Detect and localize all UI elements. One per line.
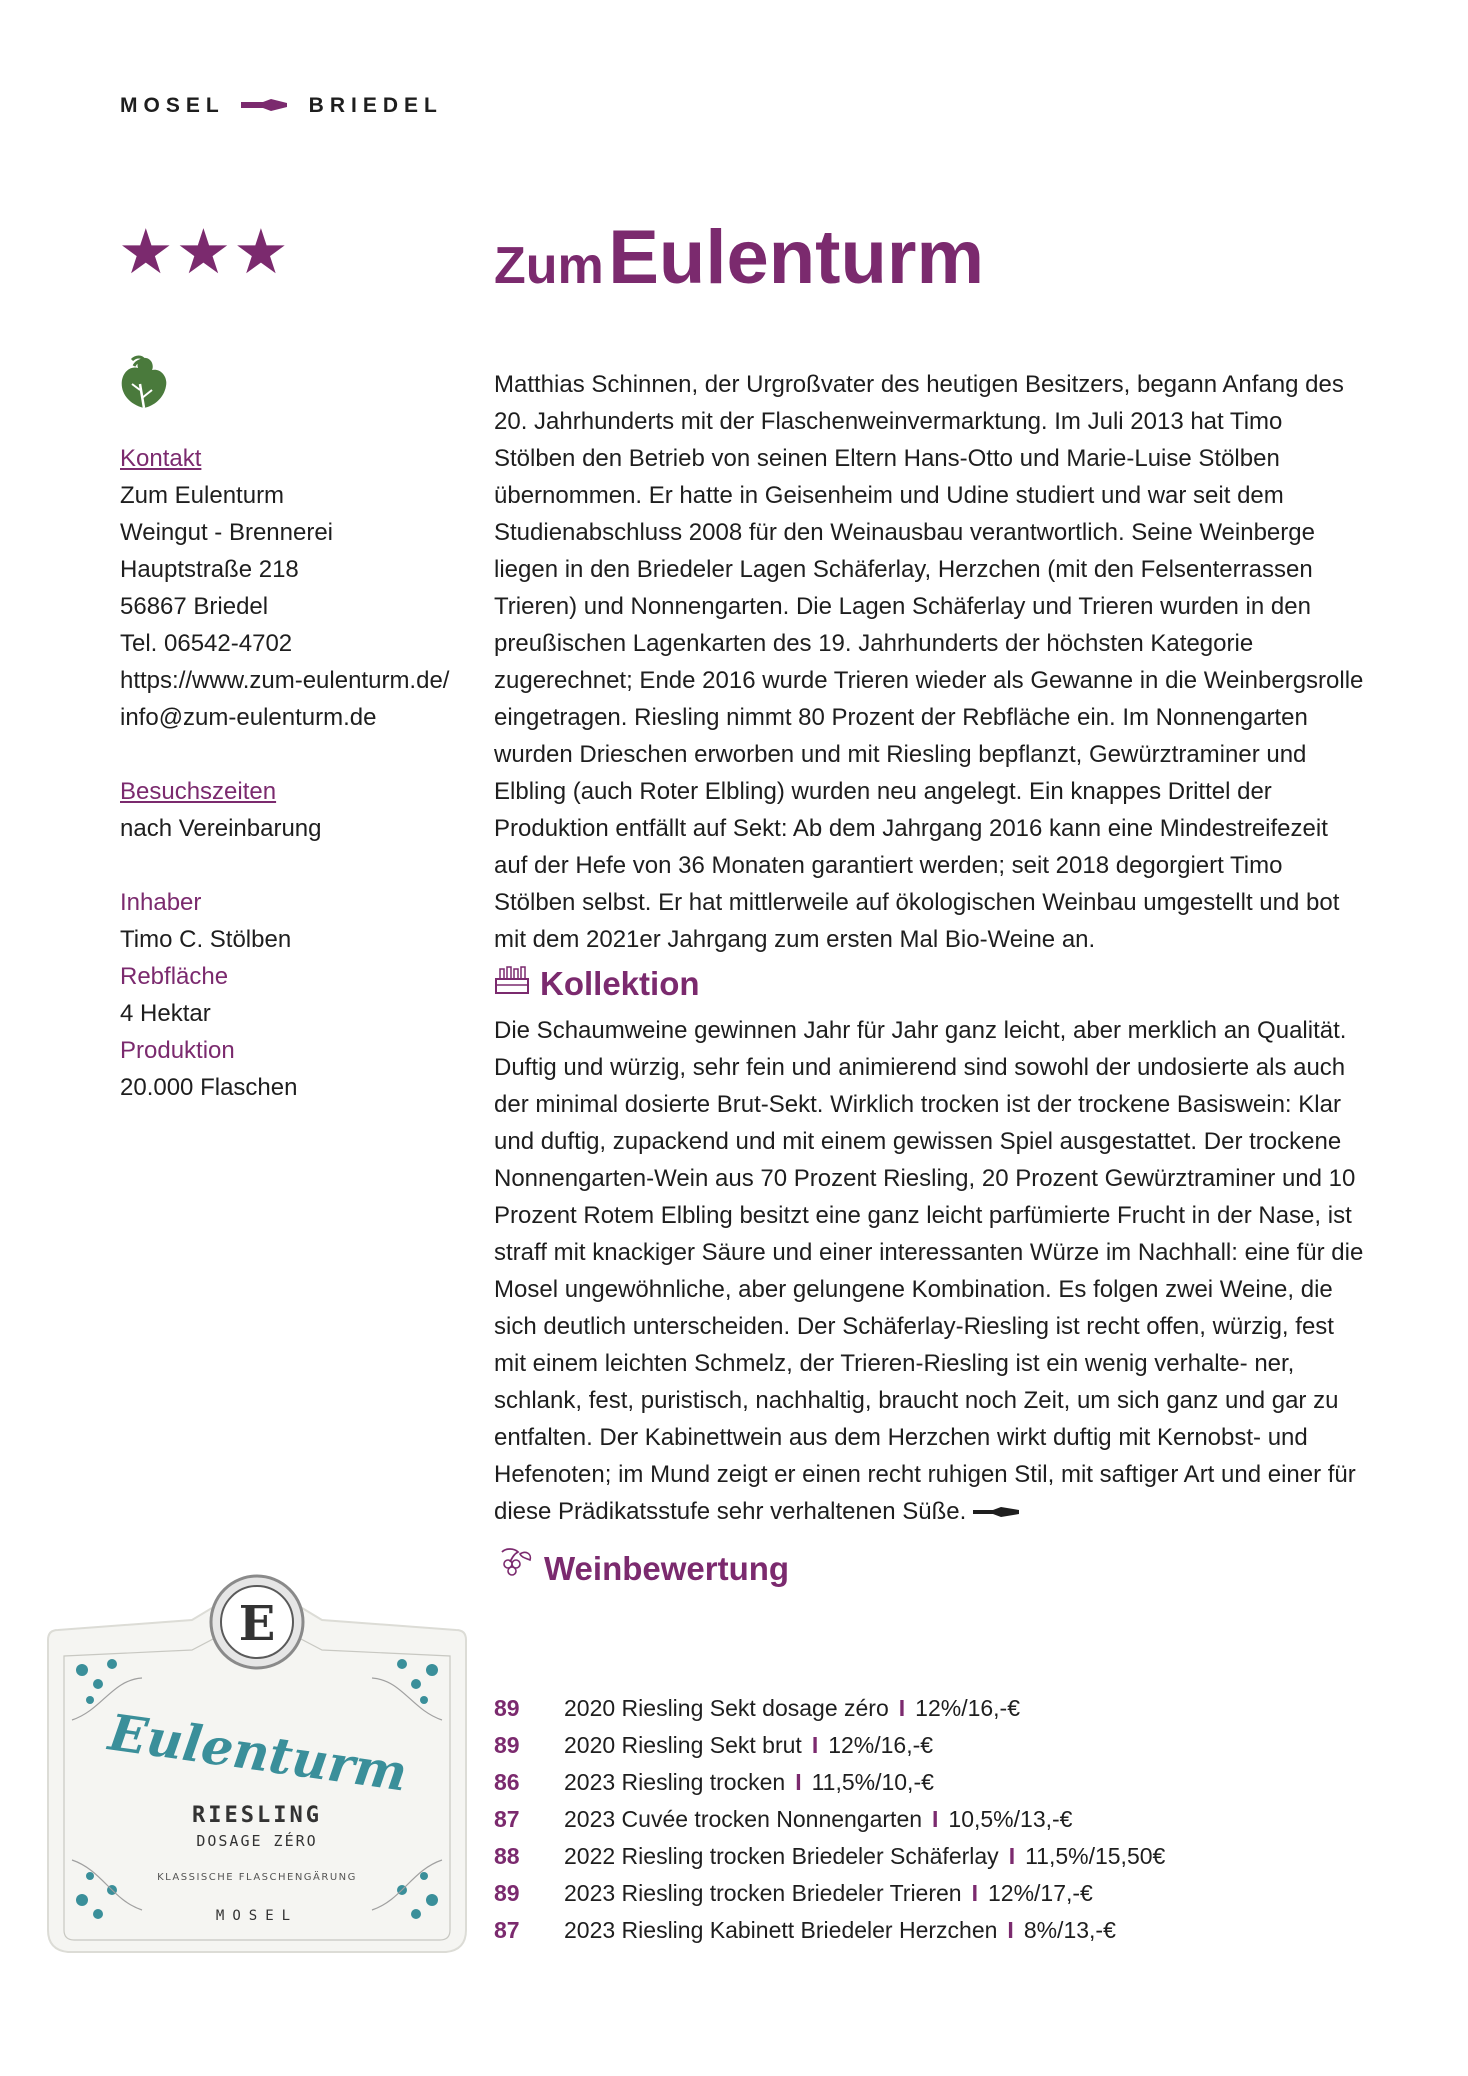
title-prefix: Zum — [494, 237, 604, 295]
kollektion-text: Die Schaumweine gewinnen Jahr für Jahr ganz leicht, aber merklich an Qualität. Duftig und würzig, sehr fein und animierend sind sowohl der undosierte als auch der minimal dosierte Brut-Sekt. Wirklich trocken ist der trockene Basiswein: Klar und duftig, zupackend und mit einem gewissen Spiel ausgestattet. Der trockene Nonnengarten-Wein aus 70 Prozent Riesling, 20 Prozent Gewürztraminer und 10 Prozent Rotem Elbling besitzt eine ganz leicht parfümierte Frucht in der Nase, ist straff mit knackiger Säure und einer interessanten Würze im Nachhall: eine für die Mosel ungewöhnliche, aber gelungene Kombination. Es folgen zwei Weine, die sich deutlich unterscheiden. Der Schäferlay-Riesling ist recht offen, würzig, fest mit einem leichten Schmelz, der Trieren-Riesling ist ein wenig verhalte- ner, schlank, fest, puristisch, nachhaltig, braucht noch Zeit, um sich ganz und gar zu entfalten. Der Kabinettwein aus dem Herzchen wirkt duftig mit Kernobst- und Hefenoten; im Mund zeigt er einen recht ruhigen Stil, mit saftiger Art und einer für diese Prädikatsstufe sehr verhaltenen Süße. — [494, 1017, 1364, 1525]
contact-sidebar — [120, 440, 480, 1106]
breadcrumb-village: BRIEDEL — [308, 94, 443, 117]
label-style: DOSAGE ZÉRO — [196, 1832, 318, 1850]
wine-detail: 12%/16,-€ — [915, 1695, 1021, 1721]
rating-row — [494, 1875, 1165, 1912]
wine-name: 2023 Riesling Kabinett Briedeler Herzchen — [564, 1917, 998, 1943]
weinbewertung-title: Weinbewertung — [544, 1549, 790, 1587]
contact-label: Kontakt — [120, 445, 202, 472]
rating-score: 89 — [494, 1880, 520, 1906]
wine-ratings-list — [494, 1690, 1165, 1949]
rating-row — [494, 1801, 1165, 1838]
contact-line: Tel. 06542-4702 — [120, 630, 293, 657]
wine-detail: 11,5%/10,-€ — [811, 1769, 934, 1795]
label-monogram: E — [238, 1596, 276, 1652]
area-label: Rebfläche — [120, 963, 229, 990]
wine-name: 2023 Cuvée trocken Nonnengarten — [564, 1806, 923, 1832]
label-variety: RIESLING — [192, 1803, 322, 1828]
rating-score: 89 — [494, 1695, 520, 1721]
rating-score: 88 — [494, 1843, 520, 1869]
visit-value: nach Vereinbarung — [120, 815, 322, 842]
contact-line: Zum Eulenturm — [120, 482, 285, 509]
label-region: MOSEL — [215, 1908, 299, 1924]
contact-line: 56867 Briedel — [120, 593, 269, 620]
owner-value: Timo C. Stölben — [120, 926, 292, 953]
website-link[interactable]: https://www.zum-eulenturm.de/ — [120, 667, 450, 694]
visit-label: Besuchszeiten — [120, 778, 277, 805]
main-content — [494, 366, 1364, 1597]
email-link[interactable]: info@zum-eulenturm.de — [120, 704, 377, 731]
separator-bar: I — [795, 1769, 802, 1795]
title-name: Eulenturm — [608, 215, 985, 300]
wine-detail: 8%/13,-€ — [1023, 1917, 1116, 1943]
contact-line: Weingut - Brennerei — [120, 519, 333, 546]
bottle-arrow-icon — [241, 94, 287, 118]
rating-row — [494, 1727, 1165, 1764]
rating-score: 89 — [494, 1732, 520, 1758]
wine-detail: 11,5%/15,50€ — [1025, 1843, 1166, 1869]
kollektion-heading — [494, 962, 1364, 1006]
page-title — [494, 214, 984, 301]
rating-stars: ★★★ — [118, 218, 291, 287]
owner-label: Inhaber — [120, 889, 202, 916]
kollektion-paragraph — [494, 1012, 1364, 1530]
wine-name: 2020 Riesling Sekt brut — [564, 1732, 802, 1758]
separator-bar: I — [811, 1732, 819, 1758]
kollektion-title: Kollektion — [540, 965, 700, 1002]
rating-row — [494, 1764, 1165, 1801]
weinbewertung-heading — [494, 1546, 1364, 1591]
organic-leaf-icon — [118, 354, 170, 417]
wine-detail: 12%/17,-€ — [987, 1880, 1093, 1906]
rating-row — [494, 1690, 1165, 1727]
intro-paragraph: Matthias Schinnen, der Urgroßvater des heutigen Besitzers, begann Anfang des 20. Jahrhunderts mit der Flaschenweinvermarktung. Im Juli 2013 hat Timo Stölben den Betrieb von seinen Eltern Hans-Otto und Marie-Luise Stölben übernommen. Er hatte in Geisenheim und Udine studiert und war seit dem Studienabschluss 2008 für den Weinausbau verantwortlich. Seine Weinberge liegen in den Briedeler Lagen Schäferlay, Herzchen (mit den Felsenterrassen Trieren) und Nonnengarten. Die Lagen Schäferlay und Trieren wurden in den preußischen Lagenkarten des 19. Jahrhunderts der höchsten Kategorie zugerechnet; Ende 2016 wurde Trieren wieder als Gewanne in die Weinbergsrolle eingetragen. Riesling nimmt 80 Prozent der Rebfläche ein. Im Nonnengarten wurden Drieschen erworben und mit Riesling bepflanzt, Gewürztraminer und Elbling (auch Roter Elbling) wurden neu angelegt. Ein knappes Drittel der Produktion entfällt auf Sekt: Ab dem Jahrgang 2016 kann eine Mindestreifezeit auf der Hefe von 36 Monaten garantiert werden; seit 2018 degorgiert Timo Stölben selbst. Er hat mittlerweile auf ökologischen Weinbau umgestellt und bot mit dem 2021er Jahrgang zum ersten Mal Bio-Weine an. — [494, 371, 1364, 953]
label-brand: Eulenturm — [105, 1702, 411, 1803]
rating-score: 86 — [494, 1769, 520, 1795]
wine-label-image — [42, 1560, 472, 1965]
contact-line: Hauptstraße 218 — [120, 556, 299, 583]
rating-score: 87 — [494, 1806, 520, 1832]
grapes-icon — [494, 1546, 534, 1591]
bottle-end-icon — [973, 1498, 1019, 1525]
breadcrumb-region: MOSEL — [120, 94, 225, 117]
label-method: KLASSISCHE FLASCHENGÄRUNG — [157, 1872, 357, 1883]
separator-bar: I — [898, 1695, 906, 1721]
wine-name: 2023 Riesling trocken — [564, 1769, 786, 1795]
separator-bar: I — [1008, 1843, 1016, 1869]
production-label: Produktion — [120, 1037, 235, 1064]
rating-score: 87 — [494, 1917, 520, 1943]
separator-bar: I — [1007, 1917, 1014, 1943]
production-value: 20.000 Flaschen — [120, 1074, 298, 1101]
rating-row — [494, 1912, 1165, 1949]
area-value: 4 Hektar — [120, 1000, 211, 1027]
rating-row — [494, 1838, 1165, 1875]
separator-bar: I — [971, 1880, 978, 1906]
breadcrumb — [120, 94, 443, 118]
crates-icon — [494, 962, 530, 1006]
separator-bar: I — [932, 1806, 939, 1832]
wine-name: 2020 Riesling Sekt dosage zéro — [564, 1695, 889, 1721]
wine-name: 2023 Riesling trocken Briedeler Trieren — [564, 1880, 962, 1906]
wine-detail: 10,5%/13,-€ — [948, 1806, 1073, 1832]
wine-detail: 12%/16,-€ — [828, 1732, 934, 1758]
wine-name: 2022 Riesling trocken Briedeler Schäferlay — [564, 1843, 999, 1869]
